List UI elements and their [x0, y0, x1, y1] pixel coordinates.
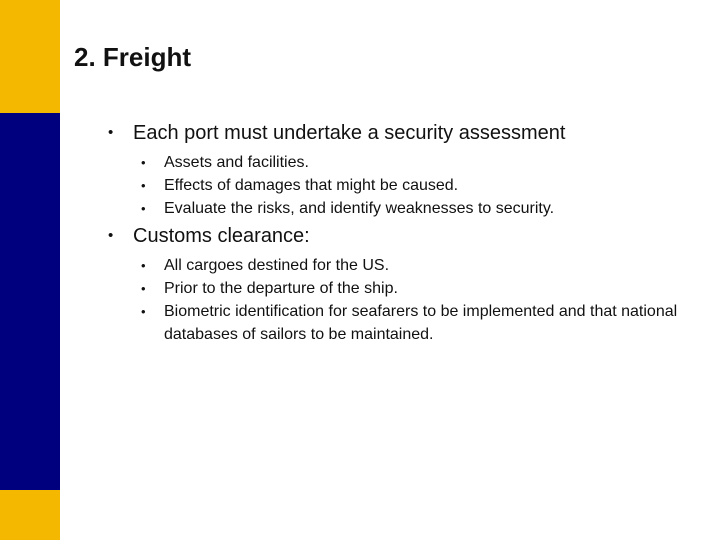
sub-bullet-text: Evaluate the risks, and identify weaknesses to security.	[164, 200, 555, 217]
bullet-glyph: •	[141, 155, 146, 170]
bullet-text: Each port must undertake a security assessment	[133, 122, 566, 144]
accent-bar-navy	[0, 113, 60, 490]
bullet-glyph: •	[141, 178, 146, 193]
slide-content	[106, 119, 706, 348]
slide-title: 2. Freight	[74, 42, 192, 72]
bullet-text: Customs clearance:	[133, 225, 310, 247]
sub-bullet-text: Prior to the departure of the ship.	[164, 280, 398, 297]
sub-bullet-list	[106, 151, 706, 220]
bullet-group-customs	[106, 222, 706, 346]
sub-bullet-text: Biometric identification for seafarers to be implemented and that national databases of sailors to be maintained.	[164, 303, 678, 343]
bullet-glyph: •	[141, 258, 146, 273]
sub-bullet-item	[106, 254, 706, 277]
sub-bullet-item	[106, 197, 706, 220]
accent-bar-yellow-top	[0, 0, 60, 113]
bullet-glyph: •	[108, 227, 114, 244]
sub-bullet-item	[106, 277, 706, 300]
sub-bullet-text: Assets and facilities.	[164, 154, 309, 171]
bullet-item-level1	[106, 222, 706, 250]
bullet-item-level1	[106, 119, 706, 147]
sub-bullet-list	[106, 254, 706, 346]
sub-bullet-text: Effects of damages that might be caused.	[164, 177, 459, 194]
accent-bar-yellow-bottom	[0, 490, 60, 540]
sub-bullet-item	[106, 300, 706, 346]
sub-bullet-item	[106, 174, 706, 197]
bullet-glyph: •	[141, 281, 146, 296]
bullet-glyph: •	[141, 201, 146, 216]
bullet-glyph: •	[141, 304, 146, 319]
sub-bullet-text: All cargoes destined for the US.	[164, 257, 390, 274]
bullet-group-port-security	[106, 119, 706, 220]
sub-bullet-item	[106, 151, 706, 174]
bullet-glyph: •	[108, 124, 114, 141]
